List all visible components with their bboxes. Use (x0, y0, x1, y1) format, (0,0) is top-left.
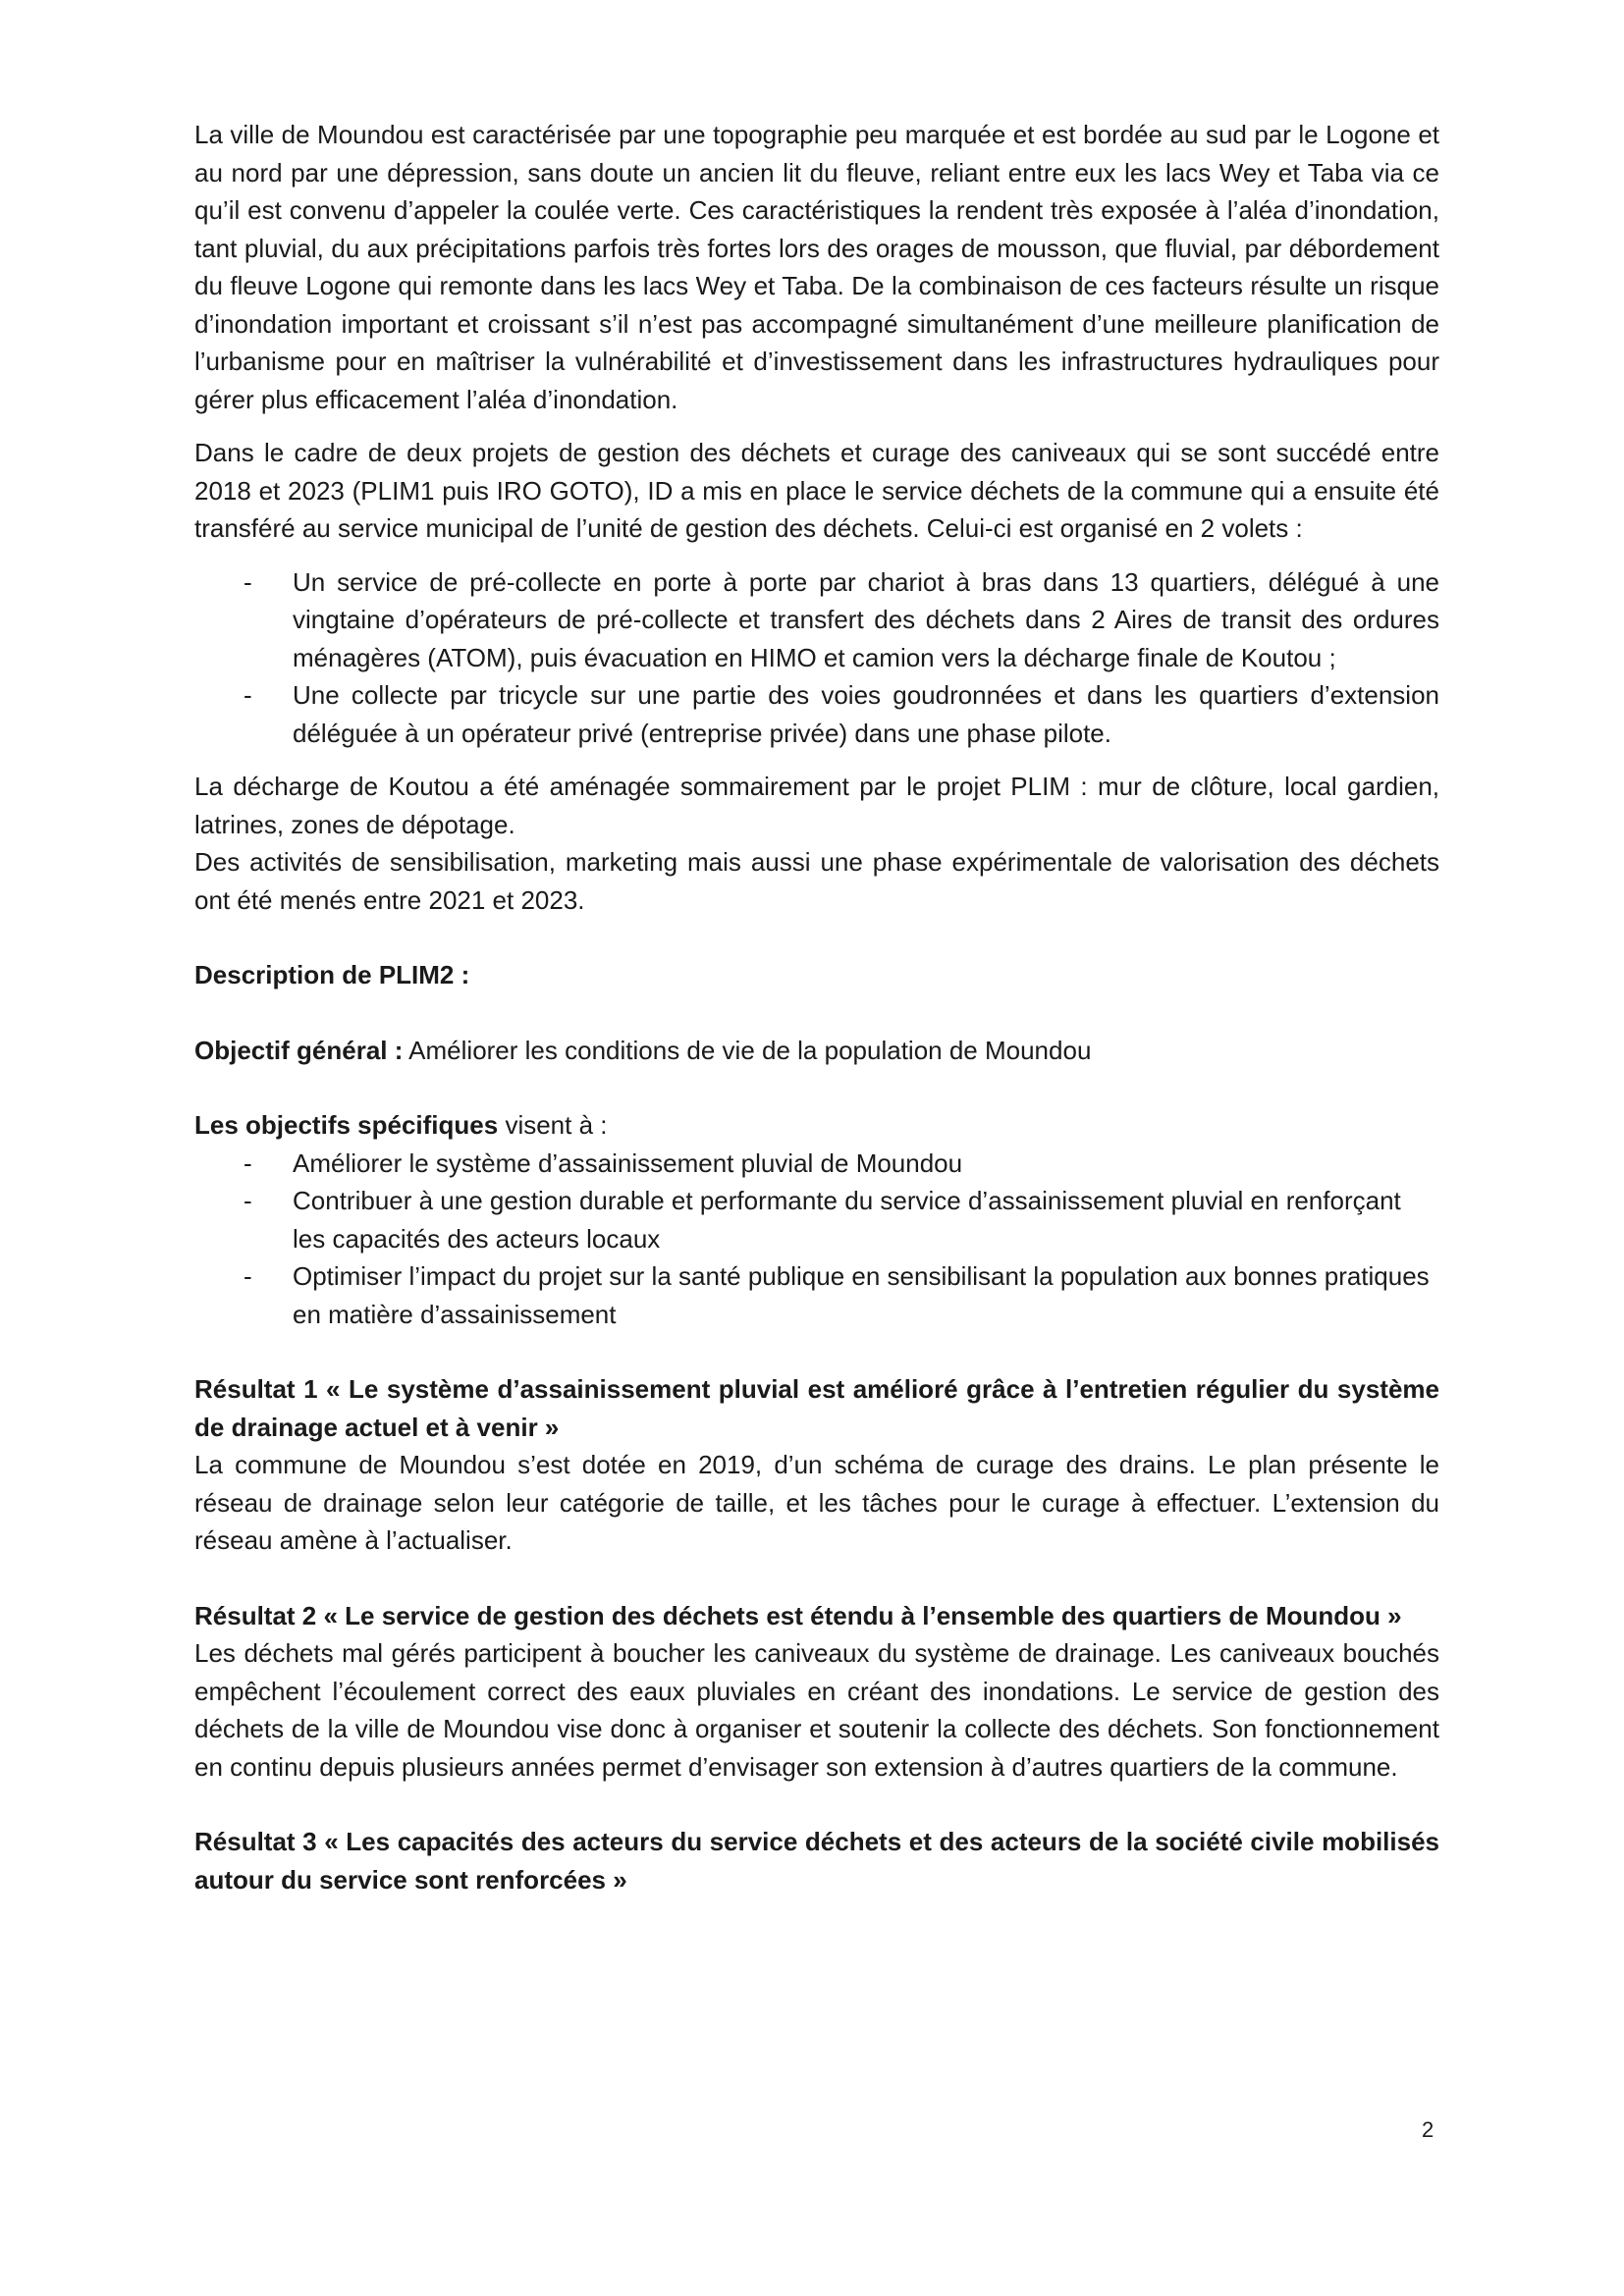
list-item-text: Un service de pré-collecte en porte à porte par chariot à bras dans 13 quartiers, délégué à une vingtaine d’opérateurs de pré-collecte et transfert des déchets dans 2 Aires de transit des ordures ménagères (ATOM), puis évacuation en HIMO et camion vers la décharge finale de Koutou ; (293, 566, 1439, 672)
list-item-text: Une collecte par tricycle sur une partie des voies goudronnées et dans les quartiers d’extension déléguée à un opérateur privé (entreprise privée) dans une phase pilote. (293, 680, 1439, 748)
specific-objectives-label: Les objectifs spécifiques (194, 1110, 499, 1140)
result-3-heading-text: Résultat 3 « Les capacités des acteurs du service déchets et des acteurs de la société civile mobilisés autour du service sont renforcées » (194, 1827, 1439, 1895)
result-1-text: La commune de Moundou s’est dotée en 2019, d’un schéma de curage des drains. Le plan présente le réseau de drainage selon leur catégorie de taille, et les tâches pour le curage à effectuer. L’extension du réseau amène à l’actualiser. (194, 1450, 1439, 1555)
result-1-heading-text: Résultat 1 « Le système d’assainissement pluvial est amélioré grâce à l’entretien régulier du système de drainage actuel et à venir » (194, 1374, 1439, 1442)
result-2-heading-text: Résultat 2 « Le service de gestion des déchets est étendu à l’ensemble des quartiers de Moundou » (194, 1600, 1402, 1630)
list-item (194, 1257, 1439, 1333)
list-item (194, 676, 1439, 752)
bullet-dash: - (244, 680, 252, 710)
list-item (194, 1145, 1439, 1183)
decharge-paragraph: La décharge de Koutou a été aménagée sommairement par le projet PLIM : mur de clôture, local gardien, latrines, zones de dépotage. (194, 772, 1439, 839)
result-1-heading (194, 1370, 1439, 1446)
description-heading: Description de PLIM2 : (194, 960, 470, 989)
activities-paragraph: Des activités de sensibilisation, marketing mais aussi une phase expérimentale de valorisation des déchets ont été menés entre 2021 et 2023. (194, 847, 1439, 915)
intro-paragraph: La ville de Moundou est caractérisée par une topographie peu marquée et est bordée au sud par le Logone et au nord par une dépression, sans doute un ancien lit du fleuve, reliant entre eux les lacs Wey et Taba via ce qu’il est convenu d’appeler la coulée verte. Ces caractéristiques la rendent très exposée à l’aléa d’inondation, tant pluvial, du aux précipitations parfois très fortes lors des orages de mousson, que fluvial, par débordement du fleuve Logone qui remonte dans les lacs Wey et Taba. De la combinaison de ces facteurs résulte un risque d’inondation important et croissant s’il n’est pas accompagné simultanément d’une meilleure planification de l’urbanisme pour en maîtriser la vulnérabilité et d’investissement dans les infrastructures hydrauliques pour gérer plus efficacement l’aléa d’inondation. (194, 120, 1439, 414)
document-page (194, 116, 1439, 1898)
general-objective (194, 1032, 1439, 1070)
bullet-dash: - (244, 1186, 252, 1215)
context-paragraph: Dans le cadre de deux projets de gestion des déchets et curage des caniveaux qui se sont succédé entre 2018 et 2023 (PLIM1 puis IRO GOTO), ID a mis en place le service déchets de la commune qui a ensuite été transféré au service municipal de l’unité de gestion des déchets. Celui-ci est organisé en 2 volets : (194, 438, 1439, 543)
specific-objectives-text: visent à : (498, 1110, 608, 1140)
result-2-text: Les déchets mal gérés participent à boucher les caniveaux du système de drainage. Les caniveaux bouchés empêchent l’écoulement correct des eaux pluviales en créant des inondations. Le service de gestion des déchets de la ville de Moundou vise donc à organiser et soutenir la collecte des déchets. Son fonctionnement en continu depuis plusieurs années permet d’envisager son extension à d’autres quartiers de la commune. (194, 1638, 1439, 1782)
general-objective-label: Objectif général : (194, 1035, 404, 1065)
section-heading (194, 956, 1439, 994)
list-item-text: Améliorer le système d’assainissement pluvial de Moundou (293, 1148, 963, 1178)
bullet-dash: - (244, 1148, 252, 1178)
general-objective-text: Améliorer les conditions de vie de la population de Moundou (403, 1035, 1092, 1065)
bullet-dash: - (244, 566, 252, 597)
list-item (194, 1182, 1439, 1257)
volets-list (194, 563, 1439, 753)
list-item (194, 563, 1439, 677)
list-item-text: Optimiser l’impact du projet sur la santé publique en sensibilisant la population aux bonnes pratiques en matière d’assainissement (293, 1261, 1430, 1329)
bullet-dash: - (244, 1261, 252, 1291)
specific-objectives-intro (194, 1106, 1439, 1145)
list-item-text: Contribuer à une gestion durable et performante du service d’assainissement pluvial en renforçant les capacités des acteurs locaux (293, 1186, 1401, 1254)
specific-objectives-list (194, 1145, 1439, 1334)
result-2-heading (194, 1597, 1439, 1635)
result-3-heading (194, 1823, 1439, 1898)
page-number: 2 (1422, 2117, 1435, 2142)
